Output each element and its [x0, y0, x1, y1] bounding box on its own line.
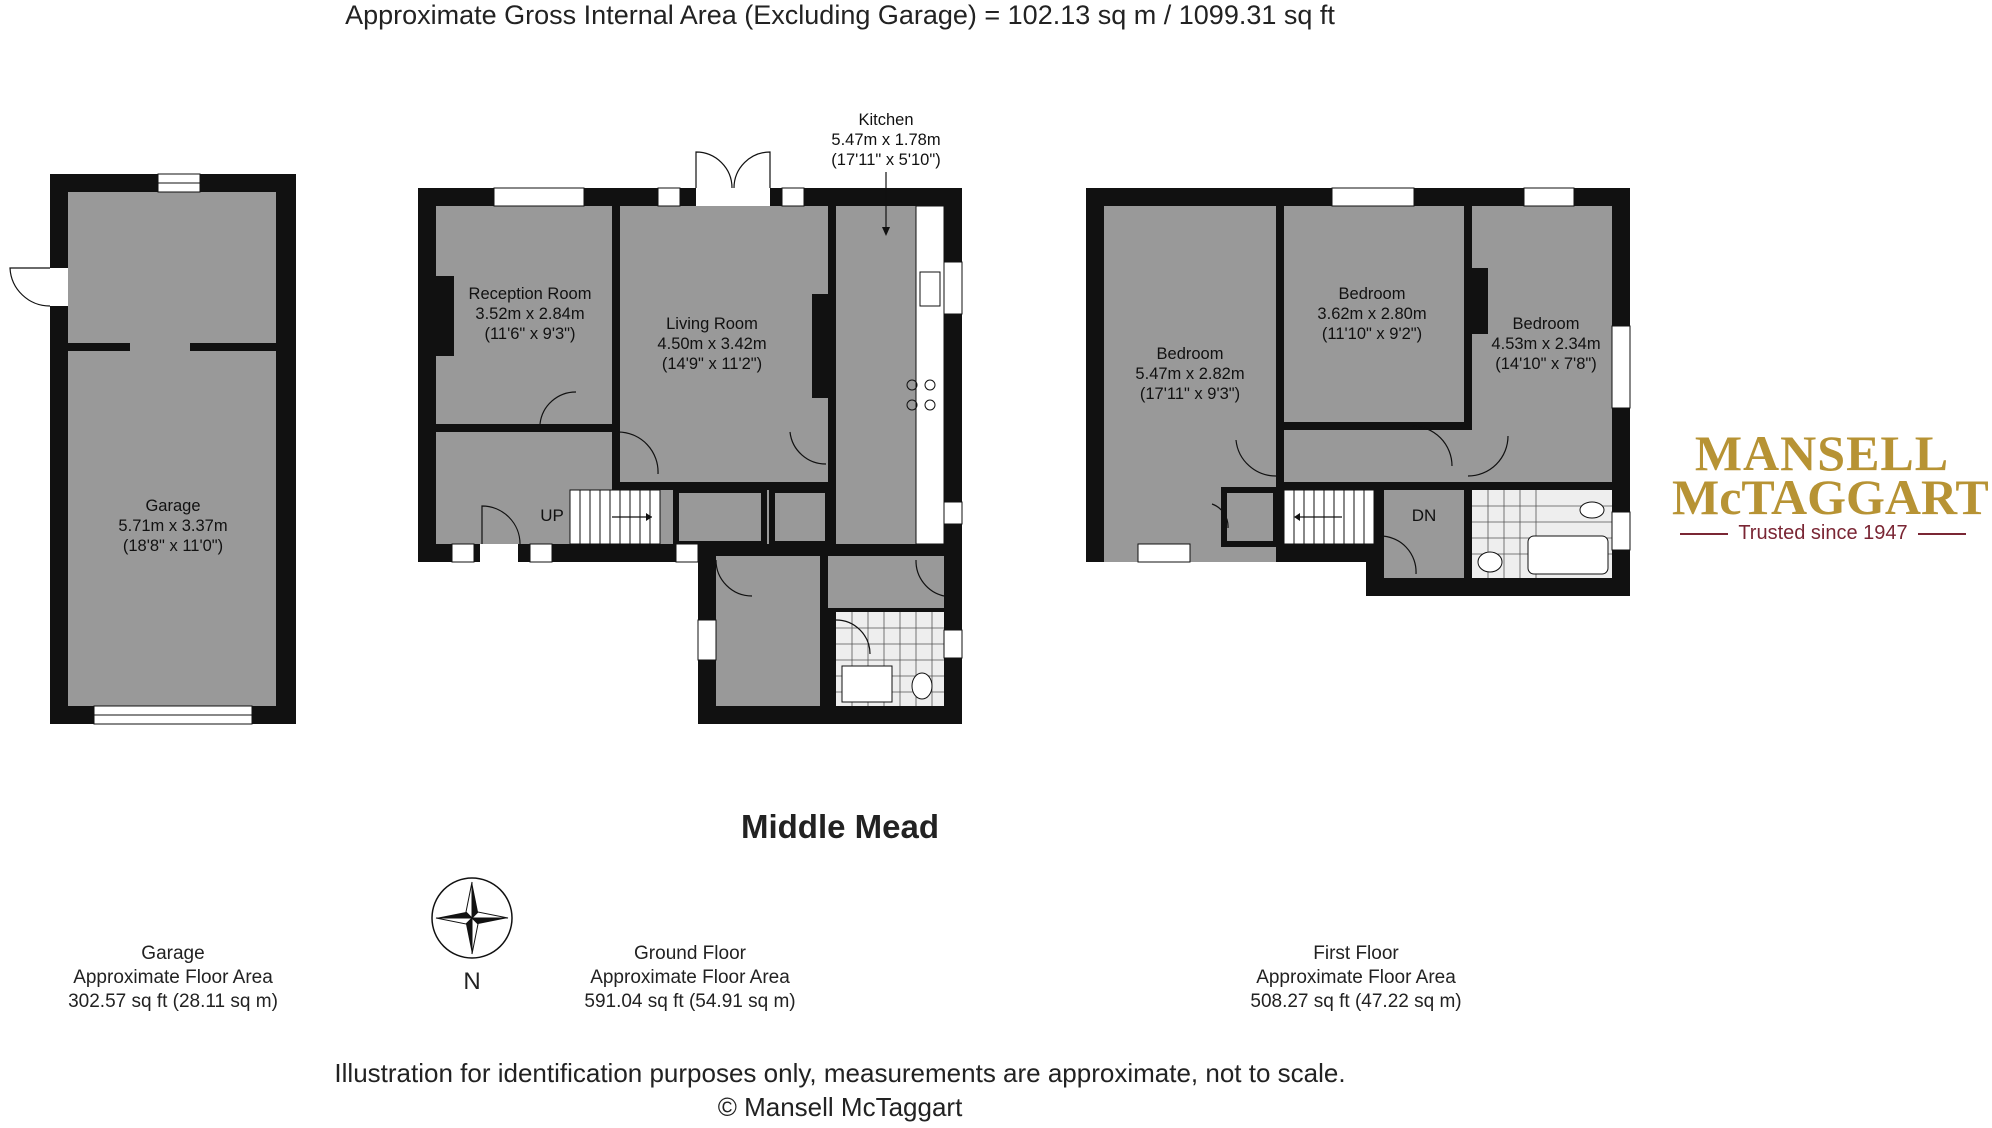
copyright-text: © Mansell McTaggart: [717, 1092, 963, 1122]
garage-room-label: Garage 5.71m x 3.37m (18'8" x 11'0"): [118, 497, 228, 555]
compass-north-label: N: [463, 968, 481, 995]
stairs-up-label: UP: [540, 506, 564, 525]
stairs-down-label: DN: [1411, 506, 1437, 525]
tagline-rule-right: [1918, 533, 1966, 535]
brand-line-2: McTAGGART: [1672, 469, 1989, 525]
kitchen-label: Kitchen 5.47m x 1.78m (17'11" x 5'10"): [831, 111, 941, 169]
brand-tagline: Trusted since 1947: [1668, 522, 1978, 545]
property-title: Middle Mead: [740, 808, 940, 845]
gross-area-header: Approximate Gross Internal Area (Excluding Garage) = 102.13 sq m / 1099.31 sq ft: [345, 0, 1335, 30]
bedroom-2-label: Bedroom 3.62m x 2.80m (11'10" x 9'2"): [1317, 285, 1427, 343]
brand-line-1: MANSELL: [1694, 425, 1950, 481]
garage-plan: [10, 174, 296, 724]
ground-floor-plan: [418, 152, 962, 724]
bedroom-3-label: Bedroom 4.53m x 2.34m (14'10" x 7'8"): [1491, 315, 1601, 373]
garage-floor-area: Garage Approximate Floor Area 302.57 sq ft (28.11 sq m): [68, 943, 278, 1012]
disclaimer-text: Illustration for identification purposes only, measurements are approximate, not to scale.: [334, 1058, 1346, 1088]
tagline-rule-left: [1680, 533, 1728, 535]
bedroom-1-label: Bedroom 5.47m x 2.82m (17'11" x 9'3"): [1135, 345, 1245, 403]
ground-floor-area: Ground Floor Approximate Floor Area 591.04 sq ft (54.91 sq m): [584, 943, 796, 1012]
compass-rose: [432, 878, 512, 958]
living-room-label: Living Room 4.50m x 3.42m (14'9" x 11'2"): [657, 315, 767, 373]
reception-room-label: Reception Room 3.52m x 2.84m (11'6" x 9'3"): [468, 285, 592, 343]
first-floor-area: First Floor Approximate Floor Area 508.27 sq ft (47.22 sq m): [1250, 943, 1462, 1012]
